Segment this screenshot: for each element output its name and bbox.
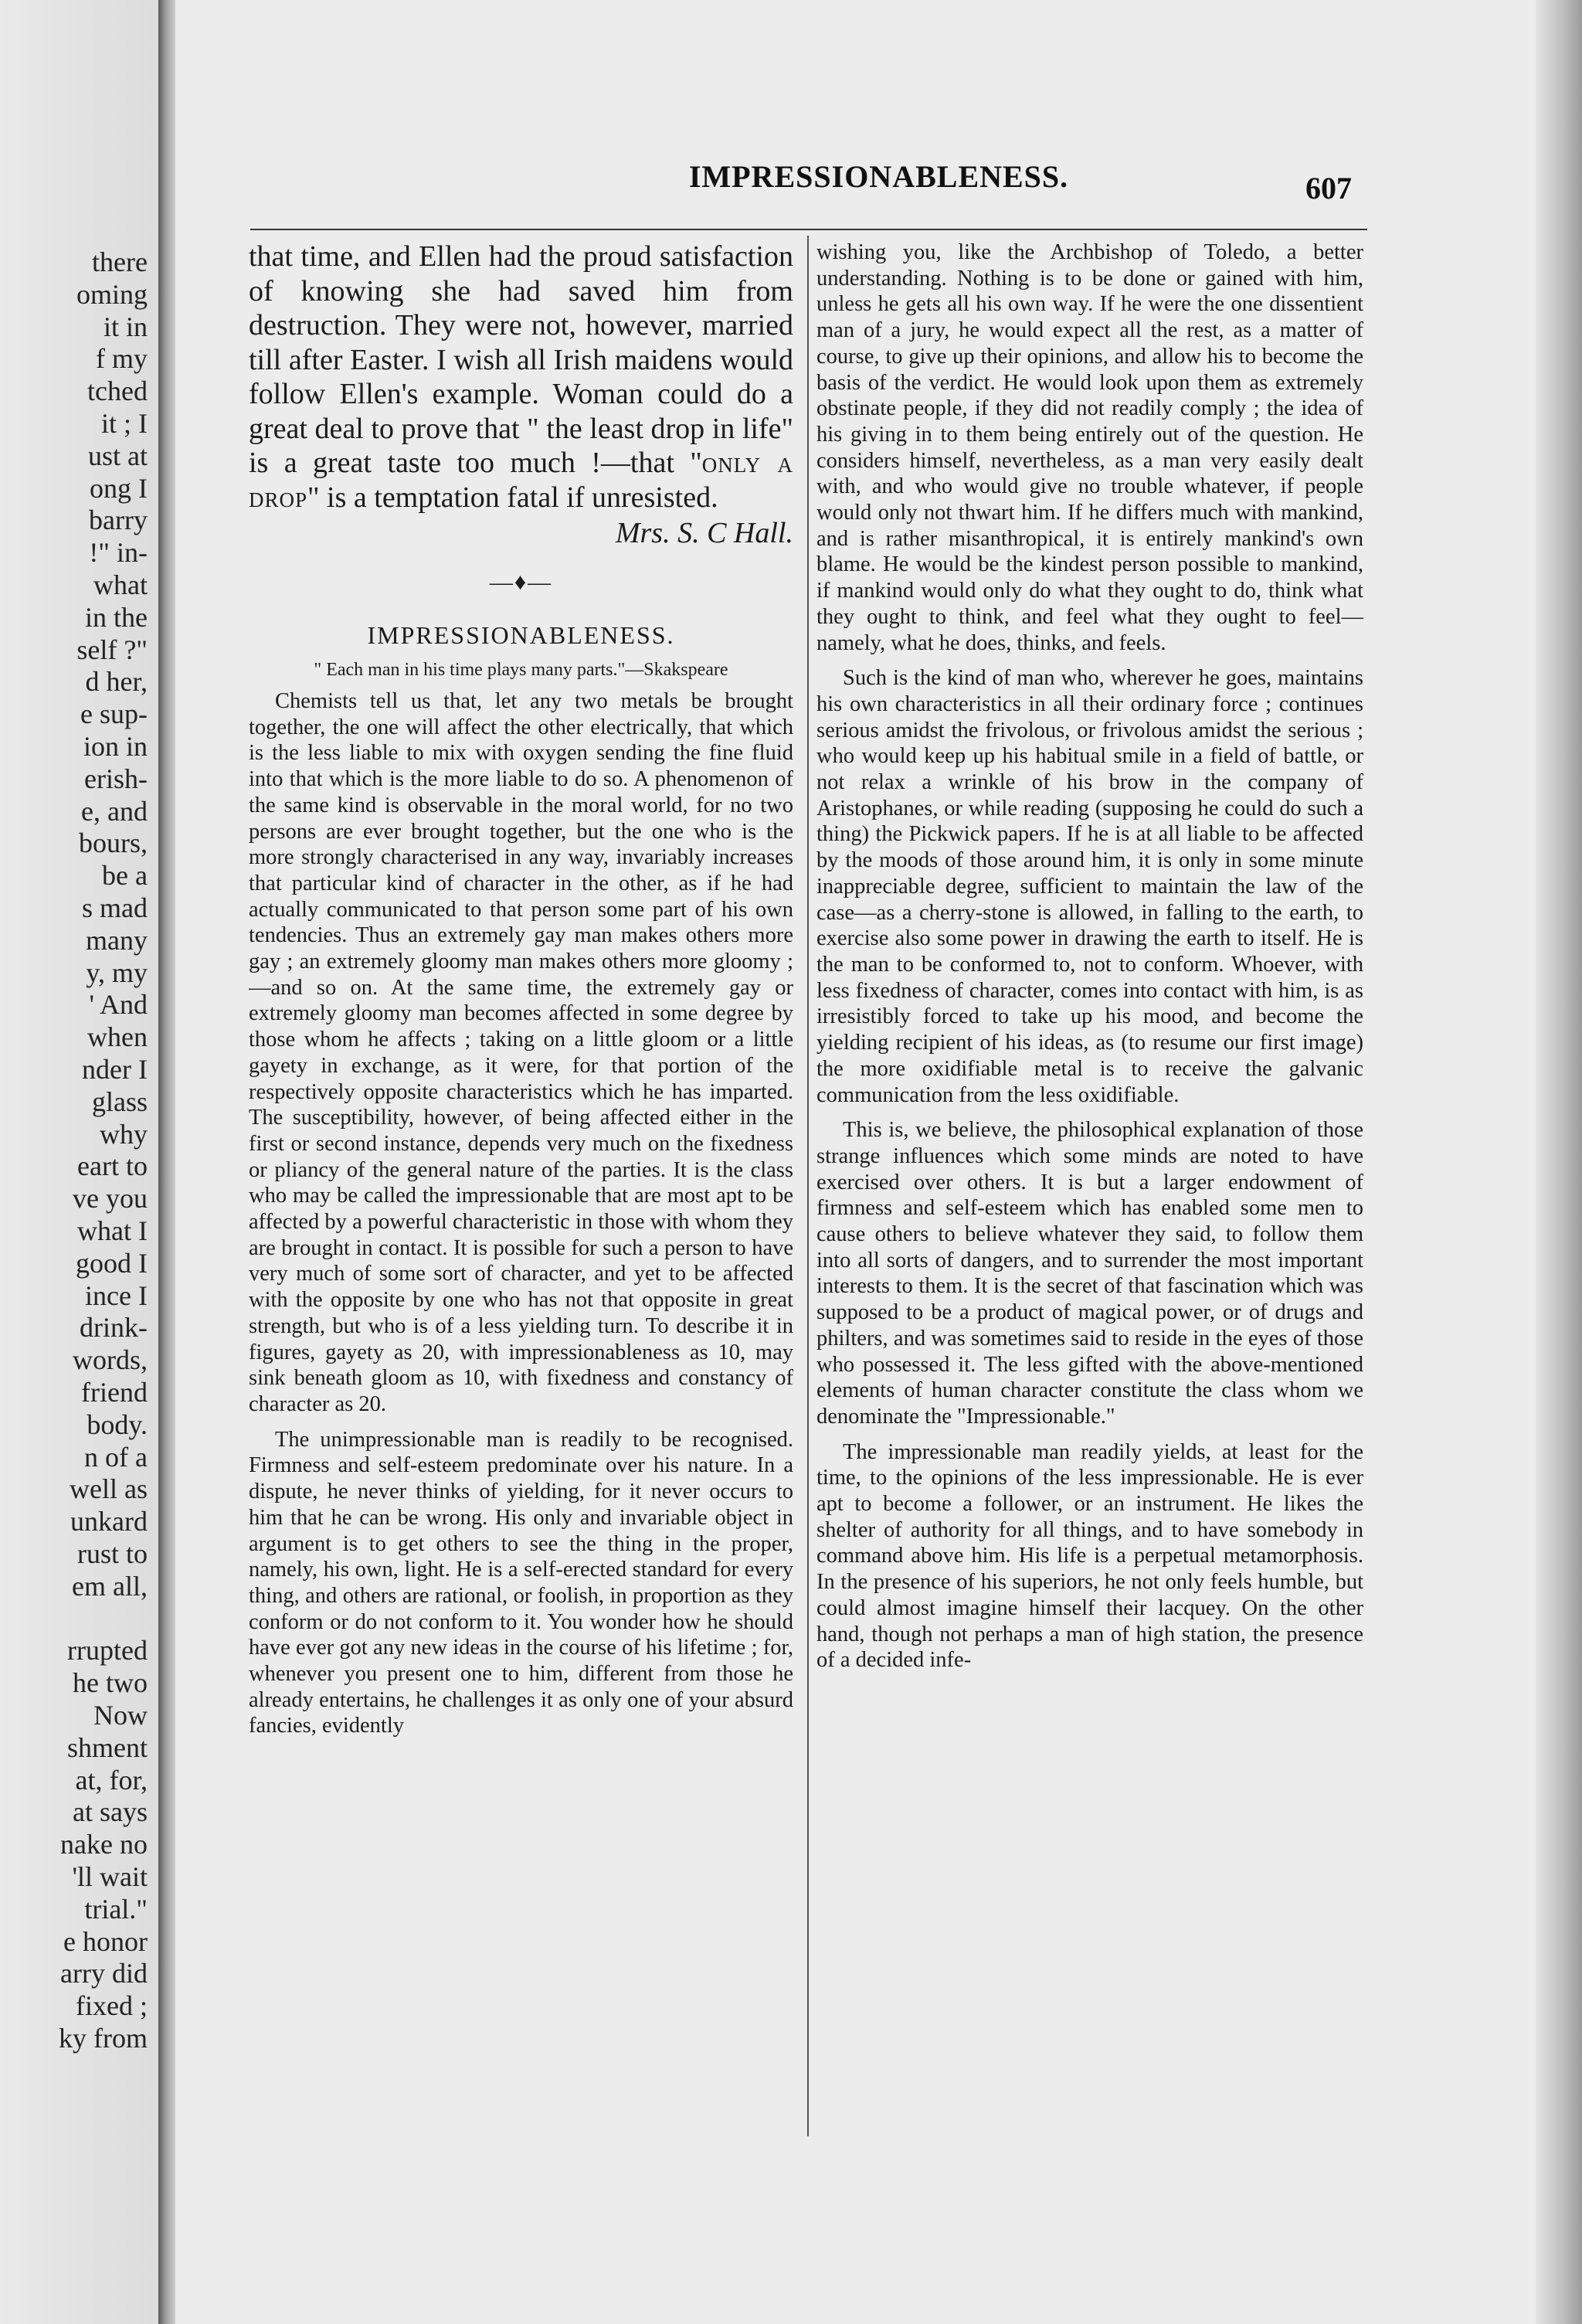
previous-page-line: ust at — [88, 440, 148, 471]
header-rule — [250, 229, 1367, 230]
previous-page-line: unkard — [70, 1506, 148, 1537]
previous-page-line: there — [92, 246, 148, 277]
previous-page-line: body. — [87, 1408, 148, 1440]
previous-page-line: be a — [102, 860, 148, 892]
previous-page-line: tched — [87, 375, 148, 407]
previous-page-line: erish- — [84, 763, 148, 794]
paragraph: wishing you, like the Archbishop of Toledo, a better understanding. Nothing is to be done or gained with him, unless he gets all his own way. If he were the one dissentient man of a jury, he would expect all the rest, as a matter of course, to give up their opinions, and allow his to become the basis of the verdict. He would look upon them as extremely obstinate people, if they did not readily comply ; the idea of his giving in to them being entirely out of the question. He considers himself, nevertheless, as a man very easily dealt with, and who would give no trouble whatever, if people would only not thwart him. If he differs much with mankind, and is rather misanthropical, it is entirely mankind's own blame. He would be the kindest person possible to mankind, if mankind would only do what they ought to do, think what they ought to think, and feel what they ought to feel—namely, what he does, thinks, and feels. — [816, 240, 1363, 655]
previous-page-line: ky from — [59, 2023, 148, 2054]
article-title: IMPRESSIONABLENESS. — [367, 621, 675, 649]
previous-page-line: barry — [89, 505, 148, 536]
previous-page-line: rrupted — [67, 1635, 148, 1667]
right-column — [816, 240, 1363, 1673]
previous-page-line: em all, — [72, 1570, 148, 1602]
book-page — [175, 0, 1582, 2324]
previous-page-line: shment — [67, 1731, 148, 1763]
previous-page-line: s mad — [82, 892, 148, 923]
previous-page-line: at, for, — [75, 1764, 148, 1796]
previous-page-line: words, — [73, 1344, 148, 1376]
previous-page-line: oming — [76, 278, 148, 310]
section-divider: —♦— — [489, 569, 553, 595]
story-end-text-tail: " is a temptation fatal if unresisted. — [307, 481, 718, 514]
previous-page-line: 'll wait — [72, 1861, 148, 1892]
previous-page-line: friend — [81, 1377, 148, 1408]
previous-page-line: f my — [96, 343, 148, 375]
story-end-text: that time, and Ellen had the proud satisfaction of knowing she had saved him from destruction. They were not, however, married till after Easter. I wish all Irish maidens would follow Ellen's example. Woman could do a great deal to prove that " the least drop in life" is a great taste too much !—that " — [249, 240, 793, 479]
previous-page-line: fixed ; — [76, 1990, 148, 2022]
previous-page-line: nake no — [60, 1829, 148, 1860]
previous-page-line: drink- — [80, 1312, 148, 1344]
running-title: IMPRESSIONABLENESS. — [688, 159, 1069, 194]
previous-page-line: ince I — [85, 1279, 148, 1311]
previous-page-line: ion in — [83, 731, 148, 762]
page-number: 607 — [1305, 171, 1352, 206]
paragraph: This is, we believe, the philosophical explanation of those strange influences which some minds are noted to have exercised over others. It is but a larger endowment of firmness and self-esteem which has enabled some men to cause others to believe whatever they said, to follow them into all sorts of dangers, and to surrender the most important interests to them. It is the secret of that fascination which was supposed to be a product of magical power, or of drugs and philters, and was sometimes said to reside in the eyes of those who possessed it. The less gifted with the above-mentioned elements of human character constitute the class whom we denominate the "Impressionable." — [816, 1118, 1363, 1429]
book-gutter — [158, 0, 175, 2324]
previous-page-line: at says — [73, 1796, 148, 1828]
previous-page-line: what — [93, 569, 148, 600]
previous-page-line: trial." — [84, 1893, 148, 1925]
previous-page-line: many — [86, 924, 148, 956]
previous-page-line: e sup- — [80, 698, 148, 730]
previous-page-line: ve you — [73, 1183, 148, 1215]
previous-page-line: ong I — [90, 472, 148, 504]
previous-page-line: e honor — [63, 1925, 148, 1957]
page-right-edge — [1536, 0, 1582, 2324]
previous-page-line: nder I — [82, 1054, 148, 1085]
previous-page-line: arry did — [60, 1958, 148, 1989]
author-signature: Mrs. S. C Hall. — [615, 517, 793, 549]
previous-page-line: d her, — [85, 666, 148, 698]
previous-page-line: what I — [77, 1215, 148, 1246]
previous-page-line: Now — [93, 1700, 148, 1731]
only-a-drop-phrase: only a drop — [249, 447, 793, 514]
previous-page-edge — [0, 0, 158, 2324]
previous-page-line: eart to — [77, 1150, 148, 1182]
previous-page-line: e, and — [81, 795, 148, 827]
previous-page-line: y, my — [86, 956, 148, 988]
previous-page-line: when — [87, 1021, 148, 1053]
previous-page-line: why — [100, 1118, 148, 1150]
previous-page-line: it ; I — [101, 408, 148, 439]
previous-page-line: in the — [85, 601, 148, 633]
previous-page-line: well as — [70, 1473, 148, 1505]
previous-page-line: self ?" — [76, 634, 148, 665]
previous-page-line: n of a — [84, 1441, 148, 1473]
previous-page-line: glass — [92, 1086, 148, 1117]
left-column — [249, 240, 793, 1739]
previous-page-line: !" in- — [89, 537, 148, 569]
previous-page-line: it in — [103, 311, 148, 342]
story-ending — [249, 240, 793, 515]
paragraph: Such is the kind of man who, wherever he goes, maintains his own characteristics in all their ordinary force ; continues serious amidst the frivolous, or frivolous amidst the serious ; who would keep up his habitual smile in a field of battle, or not relax a wrinkle of his brow in the company of Aristophanes, or while reading (supposing he could do such a thing) the Pickwick papers. If he is at all liable to be affected by the moods of those around him, it is only in some minute inappreciable degree, sufficient to maintain the law of the case—as a cherry-stone is allowed, in falling to the earth, to exercise also some power in drawing the earth to itself. He is the man to be conformed to, not to conform. Whoever, with less fixedness of character, comes into contact with him, is as irresistibly forced to take up his mood, and become the yielding recipient of his ideas, as (to resume our first image) the more oxidifiable metal is to receive the galvanic communication from the less oxidifiable. — [816, 666, 1363, 1107]
paragraph: Chemists tell us that, let any two metals be brought together, the one will affect the other electrically, that which is the less liable to mix with oxygen sending the fine fluid into that which is the more liable to do so. A phenomenon of the same kind is observable in the moral world, for no two persons are ever brought together, but the one who is the more strongly characterised in any way, invariably increases that particular kind of character in the other, as if he had actually communicated to that person some part of his own tendencies. Thus an extremely gay man makes others more gay ; an extremely gloomy man makes others more gloomy ;—and so on. At the same time, the extremely gay or extremely gloomy man becomes affected in some degree by those whom he affects ; taking on a little gloom or a little gayety in exchange, as it were, for that portion of the respectively opposite characteristics which he has imparted. The susceptibility, however, of being affected either in the first or second instance, depends very much on the fixedness or pliancy of the general nature of the parties. It is the class who may be called the impressionable that are most apt to be affected by a powerful characteristic in those with whom they are brought in contact. It is possible for such a person to have very much of some sort of character, and yet to be affected with the opposite by one who has not that opposite in great strength, but who is of a less yielding turn. To describe it in figures, gayety as 20, with impressionableness as 10, may sink beneath gloom as 10, with fixedness and constancy of character as 20. — [249, 689, 793, 1416]
previous-page-line: rust to — [76, 1538, 148, 1569]
paragraph: The unimpressionable man is readily to be recognised. Firmness and self-esteem predominate over his nature. In a dispute, he never thinks of yielding, for it never occurs to him that he can be wrong. His only and invariable object in argument is to get others to see the thing in the proper, namely, his own, light. He is a self-erected standard for every thing, and others are rational, or foolish, in proportion as they conform or do not conform to it. You wonder how he should have ever got any new ideas in the course of his lifetime ; for, whenever you present one to him, different from those he already entertains, he challenges it as only one of your absurd fancies, evidently — [249, 1427, 793, 1738]
column-rule — [807, 236, 809, 2136]
previous-page-line: he two — [73, 1667, 148, 1699]
previous-page-line: ' And — [89, 989, 148, 1021]
paragraph: The impressionable man readily yields, at least for the time, to the opinions of the less impressionable. He is ever apt to become a follower, or an instrument. He likes the shelter of authority for all things, and to have somebody in command above him. His life is a perpetual metamorphosis. In the presence of his superiors, he not only feels humble, but could almost imagine himself their lacquey. On the other hand, though not perhaps a man of high station, the presence of a decided infe- — [816, 1439, 1363, 1673]
previous-page-line: bours, — [79, 827, 148, 859]
previous-page-line: good I — [76, 1247, 148, 1279]
epigraph: " Each man in his time plays many parts."—Skakspeare — [314, 660, 728, 680]
